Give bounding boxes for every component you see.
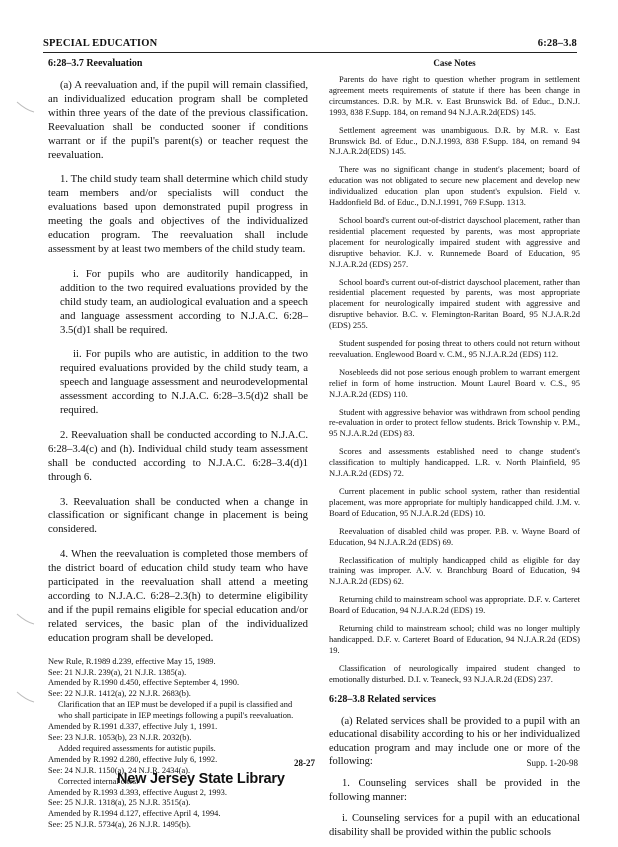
case-note: Nosebleeds did not pose serious enough problem to warrant emergent relief in form of home instruction. Mount Laurel Board v. C.S., 95 N.J.A.R.2d (EDS) 110. <box>329 366 580 399</box>
paragraph-1-i: i. For pupils who are auditorily handicapped, in addition to the two required evaluations provided by the child study team, an audiological evaluation and a speech and language assessment according to N.J.A.C. 6:28–3.5(d)1 shall be required. <box>60 267 308 336</box>
related-paragraph-1: 1. Counseling services shall be provided in the following manner: <box>329 777 580 803</box>
case-note: Returning child to mainstream school was appropriate. D.F. v. Carteret Board of Education, 94 N.J.A.R.2d (EDS) 19. <box>329 594 580 616</box>
page-number: 28-27 <box>294 758 315 768</box>
history-line: Clarification that an IEP must be developed if a pupil is classified and who shall participate in IEP meetings following a pupil's reevaluation. <box>58 700 294 721</box>
case-notes-title: Case Notes <box>433 58 476 68</box>
history-line: See: 23 N.J.R. 1053(b), 23 N.J.R. 2032(b). <box>48 732 192 742</box>
paragraph-a: (a) A reevaluation and, if the pupil will remain classified, an individualized education program shall be completed within three years of the date of the previous classification. Reevaluation shall be conducted sooner if conditions warrant or if the pupil's parent(s) or teacher request the reevaluation. <box>48 79 308 161</box>
history-line: See: 21 N.J.R. 239(a), 21 N.J.R. 1385(a). <box>48 667 187 677</box>
paragraph-2: 2. Reevaluation shall be conducted according to N.J.A.C. 6:28–3.4(c) and (h). Individual child study team assessment shall be conducted according to N.J.A.C. 6:28–3.4(d)1 through 6. <box>48 428 308 483</box>
left-column <box>48 58 308 831</box>
right-column <box>329 58 580 847</box>
history-line: Added required assessments for autistic pupils. <box>58 743 216 753</box>
section-heading-related-services: 6:28–3.8 Related services <box>329 693 436 705</box>
history-line: Amended by R.1990 d.450, effective September 4, 1990. <box>48 678 240 688</box>
case-note: Settlement agreement was unambiguous. D.R. by M.R. v. East Brunswick Bd. of Educ., D.N.J.1993, 838 F.Supp. 184, on remand 94 N.J.A.R.2d(EDS) 145. <box>329 124 580 157</box>
case-note: Current placement in public school system, rather than residential placement, was more appropriate for multiply handicapped child. J.M. v. Board of Education, 95 N.J.A.R.2d (EDS) 10. <box>329 486 580 518</box>
related-paragraph-1-i: i. Counseling services for a pupil with an educational disability shall be provided within the public schools <box>329 813 580 838</box>
case-note: There was no significant change in student's placement; board of education was not obligated to secure new placement and develop new individualized education plan upon student's expulsion. Field v. Haddonfield Bd. of Educ., D.N.J.1991, 769 F.Supp. 1313. <box>329 164 580 208</box>
header-section-title: SPECIAL EDUCATION <box>43 38 158 49</box>
case-note: School board's current out-of-district dayschool placement, rather than residential placement requested by parents, was most appropriate placement for neurologically impaired student with aggressive and disruptive behavior. K.J. v. Runnemede Board of Education, 95 N.J.A.R.2d (EDS) 257. <box>329 214 580 269</box>
margin-mark-icon <box>14 688 36 706</box>
section-heading-reevaluation: 6:28–3.7 Reevaluation <box>48 58 143 69</box>
margin-mark-icon <box>14 98 36 116</box>
history-line: See: 24 N.J.R. 1150(a), 24 N.J.R. 2434(a). <box>48 765 191 775</box>
rule-history <box>48 657 308 832</box>
history-line: Amended by R.1994 d.127, effective April 4, 1994. <box>48 809 221 819</box>
case-note: Returning child to mainstream school; child was no longer multiply handicapped. D.F. v. Carteret Board of Education, 94 N.J.A.R.2d (EDS) 19. <box>329 623 580 655</box>
history-line: See: 25 N.J.R. 1318(a), 25 N.J.R. 3515(a). <box>48 798 191 808</box>
history-line: See: 22 N.J.R. 1412(a), 22 N.J.R. 2683(b). <box>48 689 191 699</box>
case-note: Student with aggressive behavior was withdrawn from school pending re-evaluation in order to protect fellow students. Brick Township v. P.M., 95 N.J.A.R.2d (EDS) 83. <box>329 406 580 439</box>
related-paragraph-a: (a) Related services shall be provided to a pupil with an educational disability according to his or her individualized education program and may include one or more of the following: <box>329 715 580 768</box>
paragraph-1-ii: ii. For pupils who are autistic, in addition to the two required evaluations provided by the child study team, a speech and language assessment and neurodevelopmental assessment according to N.J.A.C. 6:28–3.5(d)2 shall be required. <box>60 348 308 417</box>
case-note: Classification of neurologically impaired student changed to emotionally disturbed. D.I. v. Teaneck, 93 N.J.A.R.2d (EDS) 237. <box>329 662 580 684</box>
header-rule-range: 6:28–3.8 <box>537 38 577 49</box>
paragraph-3: 3. Reevaluation shall be conducted when a change in classification or significant change in placement is being considered. <box>48 495 308 536</box>
library-watermark: New Jersey State Library <box>117 771 285 787</box>
paragraph-1: 1. The child study team shall determine which child study team members and/or specialists will conduct the evaluations based upon demonstrated pupil progress in meeting the goals and objectives of the individualized education program. The reevaluation shall include assessment by at least two members of the child study team. <box>48 173 308 255</box>
case-note: Reclassification of multiply handicapped child as eligible for day training was improper. A.V. v. Branchburg Board of Education, 94 N.J.A.R.2d (EDS) 62. <box>329 554 580 587</box>
case-note: Scores and assessments established need to change student's classification to multiply handicapped. L.R. v. North Plainfield, 95 N.J.A.R.2d (EDS) 72. <box>329 446 580 479</box>
history-line: Amended by R.1993 d.393, effective August 2, 1993. <box>48 787 227 797</box>
history-line: Amended by R.1992 d.280, effective July 6, 1992. <box>48 754 218 764</box>
running-header <box>43 38 577 53</box>
case-note: Parents do have right to question whether program in settlement agreement meets requirements of statute if there has been change in circumstances. D.R. by M.R. v. East Brunswick Bd. of Educ., D.N.J. 1993, 838 F.Supp. 184, on remand 94 N.J.A.R.2d(EDS) 145. <box>329 74 580 117</box>
history-line: New Rule, R.1989 d.239, effective May 15, 1989. <box>48 656 216 666</box>
case-note: Reevaluation of disabled child was proper. P.B. v. Wayne Board of Education, 94 N.J.A.R.2d (EDS) 69. <box>329 525 580 547</box>
case-note: School board's current out-of-district dayschool placement, rather than residential placement requested by parents, was most appropriate placement for neurologically impaired student with aggressive and disruptive behavior. B.C. v. Flemington-Raritan Board, 95 N.J.A.R.2d (EDS) 255. <box>329 276 580 331</box>
case-note: Student suspended for posing threat to others could not return without reevaluation. Englewood Board v. C.M., 95 N.J.A.R.2d (EDS) 112. <box>329 338 580 359</box>
history-line: Amended by R.1991 d.337, effective July 1, 1991. <box>48 722 218 732</box>
paragraph-4: 4. When the reevaluation is completed those members of the district board of education child study team who have participated in the reevaluation shall attend a meeting according to N.J.A.C. 6:28–2.3(h) to determine eligibility and if the pupil remains eligible for special education and/or related services, the basic plan of the individualized education program shall be developed. <box>48 548 308 644</box>
margin-mark-icon <box>14 610 36 628</box>
history-line: See: 25 N.J.R. 5734(a), 26 N.J.R. 1495(b). <box>48 820 191 830</box>
supplement-date: Supp. 1-20-98 <box>526 758 578 768</box>
history-line: Corrected internal cites. <box>58 776 139 786</box>
